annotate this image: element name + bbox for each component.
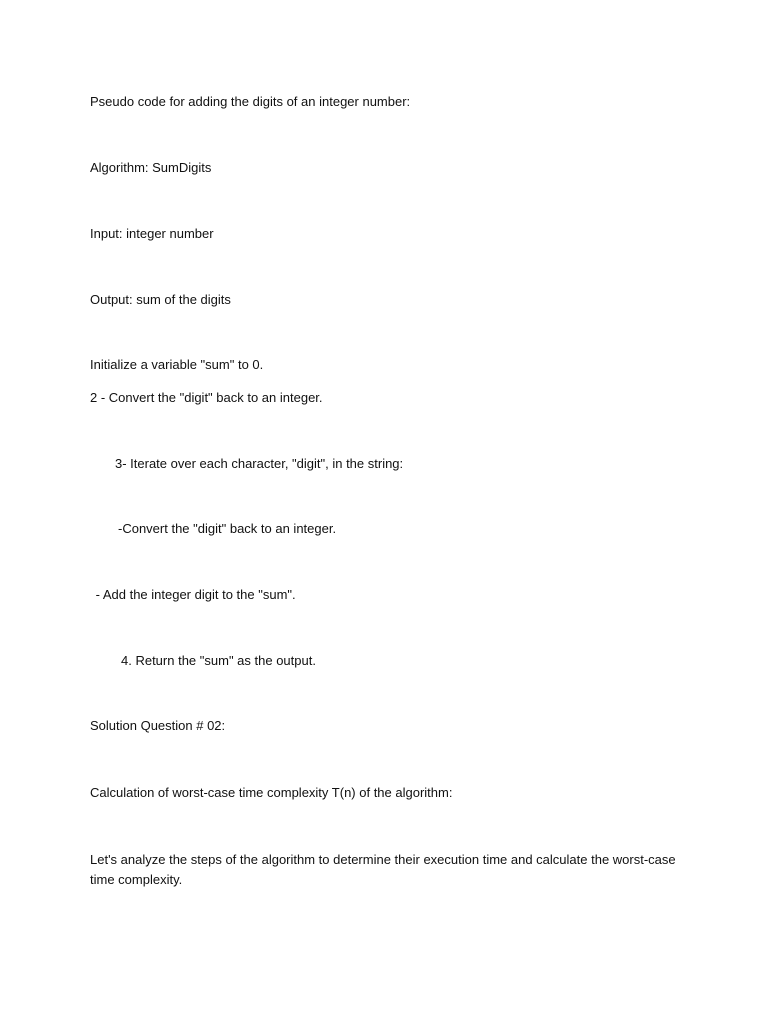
algorithm-input: Input: integer number <box>90 226 214 241</box>
step-4-return: 4. Return the "sum" as the output. <box>121 653 316 668</box>
substep-convert: -Convert the "digit" back to an integer. <box>118 521 337 536</box>
step-initialize: Initialize a variable "sum" to 0. <box>90 357 264 372</box>
step-3-iterate: 3- Iterate over each character, "digit", in the string: <box>115 456 404 471</box>
step-2-convert: 2 - Convert the "digit" back to an integer. <box>90 390 323 405</box>
analysis-paragraph: Let's analyze the steps of the algorithm to determine their execution time and calculate the worst-case time complexity. <box>90 852 676 887</box>
heading-pseudo-code: Pseudo code for adding the digits of an integer number: <box>90 94 411 109</box>
substep-add: - Add the integer digit to the "sum". <box>92 587 296 602</box>
complexity-heading: Calculation of worst-case time complexity T(n) of the algorithm: <box>90 785 453 800</box>
algorithm-name: Algorithm: SumDigits <box>90 160 212 175</box>
solution-heading: Solution Question # 02: <box>90 718 226 733</box>
algorithm-output: Output: sum of the digits <box>90 292 231 307</box>
